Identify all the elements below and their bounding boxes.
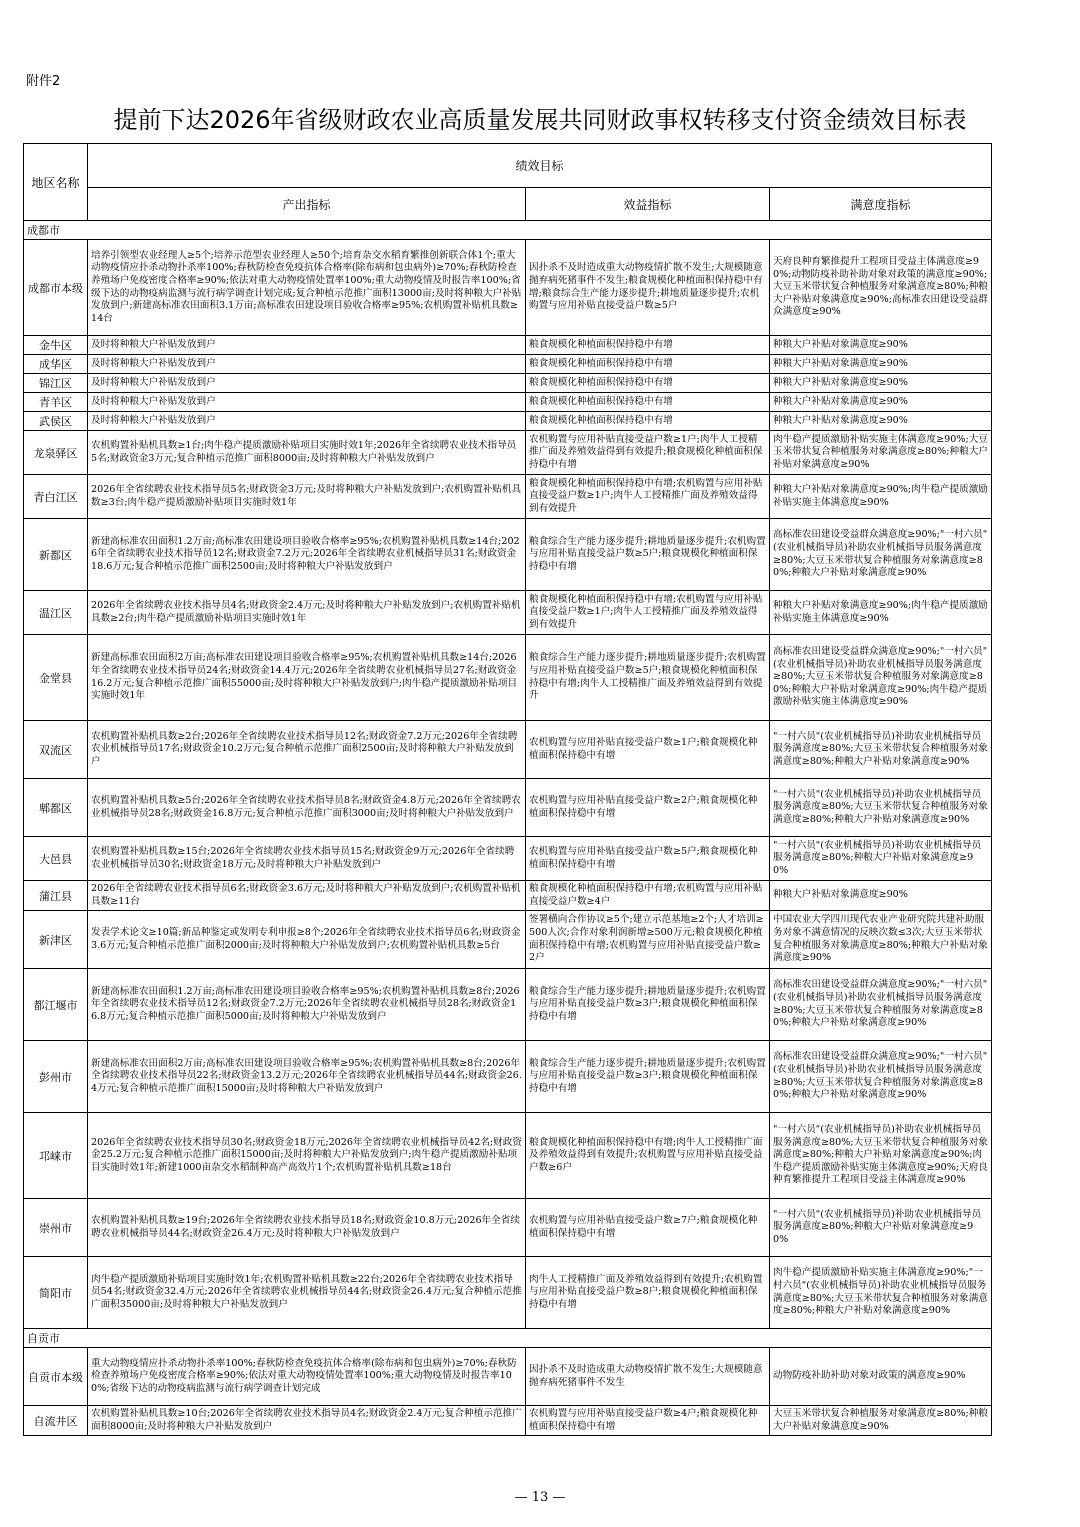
- region-cell: 青羊区: [24, 393, 88, 412]
- region-cell: 锦江区: [24, 374, 88, 393]
- table-row: [24, 393, 992, 412]
- city-row: [24, 1329, 992, 1348]
- table-row: [24, 1348, 992, 1406]
- table-row: [24, 431, 992, 475]
- benefit-cell: 农机购置与应用补贴直接受益户数≥4户;粮食规模化种植面积保持稳中有增: [526, 1406, 770, 1436]
- satisfaction-cell: "一村六员"(农业机械指导员)补助农业机械指导员服务满意度≥80%;大豆玉米带状复合种植服务对象满意度≥80%;种粮大户补贴对象满意度≥90%;肉牛稳产提质激励补贴实施主体满意度≥90%;天府良种育繁推提升工程项目受益主体满意度≥90%: [770, 1113, 992, 1199]
- satisfaction-cell: 高标准农田建设受益群众满意度≥90%;"一村六员"(农业机械指导员)补助农业机械指导员服务满意度≥80%;大豆玉米带状复合种植服务对象满意度≥80%;种粮大户补贴对象满意度≥90%: [770, 1041, 992, 1113]
- satisfaction-cell: "一村六员"(农业机械指导员)补助农业机械指导员服务满意度≥80%;种粮大户补贴对象满意度≥90%: [770, 837, 992, 881]
- benefit-cell: 肉牛人工授精推广面及养殖效益得到有效提升;农机购置与应用补贴直接受益户数≥8户;粮食规模化种植面积保持稳中有增: [526, 1257, 770, 1329]
- table-row: [24, 475, 992, 519]
- table-row: [24, 591, 992, 635]
- header-performance: 绩效目标: [88, 144, 992, 188]
- region-cell: 蒲江县: [24, 881, 88, 911]
- satisfaction-cell: 天府良种育繁推提升工程项目受益主体满意度≥90%;动物防疫补助补助对象对政策的满意度≥90%;大豆玉米带状复合种植服务对象满意度≥80%;种粮大户补贴对象满意度≥90%;高标准农田建设受益群众满意度≥90%: [770, 240, 992, 336]
- output-cell: 及时将种粮大户补贴发放到户: [88, 393, 526, 412]
- satisfaction-cell: 种粮大户补贴对象满意度≥90%: [770, 336, 992, 355]
- header-satisfaction: 满意度指标: [770, 188, 992, 221]
- region-cell: 青白江区: [24, 475, 88, 519]
- satisfaction-cell: 种粮大户补贴对象满意度≥90%: [770, 412, 992, 431]
- region-cell: 成华区: [24, 355, 88, 374]
- region-cell: 简阳市: [24, 1257, 88, 1329]
- table-row: [24, 969, 992, 1041]
- table-row: [24, 336, 992, 355]
- attachment-label: 附件2: [26, 74, 61, 89]
- benefit-cell: 因扑杀不及时造成重大动物疫情扩散不发生;大规模随意抛弃病死猪事件不发生;粮食规模化种植面积保持稳中有增;粮食综合生产能力逐步提升;耕地质量逐步提升;农机购置与应用补贴直接受益户数≥5户: [526, 240, 770, 336]
- benefit-cell: 因扑杀不及时造成重大动物疫情扩散不发生;大规模随意抛弃病死猪事件不发生: [526, 1348, 770, 1406]
- benefit-cell: 粮食规模化种植面积保持稳中有增: [526, 355, 770, 374]
- satisfaction-cell: "一村六员"(农业机械指导员)补助农业机械指导员服务满意度≥80%;大豆玉米带状复合种植服务对象满意度≥80%;种粮大户补贴对象满意度≥90%: [770, 779, 992, 837]
- output-cell: 发表学术论文≥10篇;新品种鉴定或发明专利申报≥8个;2026年全省续聘农业技术指导员6名;财政资金3.6万元;复合种植示范推广面积2000亩;及时将种粮大户补贴发放到户;农机购置补贴机具数≥5台: [88, 911, 526, 969]
- region-cell: 彭州市: [24, 1041, 88, 1113]
- region-cell: 崇州市: [24, 1199, 88, 1257]
- satisfaction-cell: 种粮大户补贴对象满意度≥90%: [770, 881, 992, 911]
- benefit-cell: 农机购置与应用补贴直接受益户数≥2户;粮食规模化种植面积保持稳中有增: [526, 779, 770, 837]
- output-cell: 新建高标准农田面积1.2万亩;高标准农田建设项目验收合格率≥95%;农机购置补贴机具数≥14台;2026年全省续聘农业技术指导员12名;财政资金7.2万元;2026年全省续聘农业机械指导员31名;财政资金18.6万元;复合种植示范推广面积2500亩;及时将种粮大户补贴发放到户: [88, 519, 526, 591]
- satisfaction-cell: 肉牛稳产提质激励补贴实施主体满意度≥90%;大豆玉米带状复合种植服务对象满意度≥80%;种粮大户补贴对象满意度≥90%: [770, 431, 992, 475]
- output-cell: 2026年全省续聘农业技术指导员5名;财政资金3万元;及时将种粮大户补贴发放到户;农机购置补贴机具数≥3台;肉牛稳产提质激励补贴项目实施时效1年: [88, 475, 526, 519]
- city-name: 自贡市: [24, 1329, 992, 1348]
- satisfaction-cell: "一村六员"(农业机械指导员)补助农业机械指导员服务满意度≥80%;大豆玉米带状复合种植服务对象满意度≥80%;种粮大户补贴对象满意度≥90%: [770, 721, 992, 779]
- benefit-cell: 粮食规模化种植面积保持稳中有增;农机购置与应用补贴直接受益户数≥1户;肉牛人工授精推广面及养殖效益得到有效提升: [526, 591, 770, 635]
- benefit-cell: 粮食规模化种植面积保持稳中有增: [526, 393, 770, 412]
- benefit-cell: 粮食规模化种植面积保持稳中有增: [526, 374, 770, 393]
- table-row: [24, 519, 992, 591]
- benefit-cell: 粮食规模化种植面积保持稳中有增;农机购置与应用补贴直接受益户数≥1户;肉牛人工授精推广面及养殖效益得到有效提升: [526, 475, 770, 519]
- output-cell: 2026年全省续聘农业技术指导员30名;财政资金18万元;2026年全省续聘农业机械指导员42名;财政资金25.2万元;复合种植示范推广面积15000亩;及时将种粮大户补贴发放到户;肉牛稳产提质激励补贴项目实施时效1年;新建1000亩杂交水稻制种高产高效片1个;农机购置补贴机具数≥18台: [88, 1113, 526, 1199]
- satisfaction-cell: 高标准农田建设受益群众满意度≥90%;"一村六员"(农业机械指导员)补助农业机械指导员服务满意度≥80%;大豆玉米带状复合种植服务对象满意度≥80%;种粮大户补贴对象满意度≥90%: [770, 969, 992, 1041]
- satisfaction-cell: 高标准农田建设受益群众满意度≥90%;"一村六员"(农业机械指导员)补助农业机械指导员服务满意度≥80%;大豆玉米带状复合种植服务对象满意度≥80%;种粮大户补贴对象满意度≥90%;肉牛稳产提质激励补贴实施主体满意度≥90%: [770, 635, 992, 721]
- output-cell: 新建高标准农田面积2万亩;高标准农田建设项目验收合格率≥95%;农机购置补贴机具数≥8台;2026年全省续聘农业技术指导员22名;财政资金13.2万元;2026年全省续聘农业机械指导员44名;财政资金26.4万元;复合种植示范推广面积15000亩;及时将种粮大户补贴发放到户: [88, 1041, 526, 1113]
- satisfaction-cell: 中国农业大学四川现代农业产业研究院共建补助服务对象不满意情况的反映次数≤3次;大豆玉米带状复合种植服务对象满意度≥80%;种粮大户补贴对象满意度≥90%: [770, 911, 992, 969]
- benefit-cell: 农机购置与应用补贴直接受益户数≥1户;肉牛人工授精推广面及养殖效益得到有效提升;粮食规模化种植面积保持稳中有增: [526, 431, 770, 475]
- benefit-cell: 农机购置与应用补贴直接受益户数≥7户;粮食规模化种植面积保持稳中有增: [526, 1199, 770, 1257]
- satisfaction-cell: 种粮大户补贴对象满意度≥90%: [770, 374, 992, 393]
- satisfaction-cell: 大豆玉米带状复合种植服务对象满意度≥80%;种粮大户补贴对象满意度≥90%: [770, 1406, 992, 1436]
- output-cell: 肉牛稳产提质激励补贴项目实施时效1年;农机购置补贴机具数≥22台;2026年全省续聘农业技术指导员54名;财政资金32.4万元;2026年全省续聘农业机械指导员44名;财政资金26.4万元;复合种植示范推广面积35000亩;及时将种粮大户补贴发放到户: [88, 1257, 526, 1329]
- satisfaction-cell: 种粮大户补贴对象满意度≥90%;肉牛稳产提质激励补贴实施主体满意度≥90%: [770, 475, 992, 519]
- benefit-cell: 粮食规模化种植面积保持稳中有增: [526, 412, 770, 431]
- output-cell: 农机购置补贴机具数≥2台;2026年全省续聘农业技术指导员12名;财政资金7.2万元;2026年全省续聘农业机械指导员17名;财政资金10.2万元;复合种植示范推广面积2500亩;及时将种粮大户补贴发放到户: [88, 721, 526, 779]
- header-benefit: 效益指标: [526, 188, 770, 221]
- region-cell: 大邑县: [24, 837, 88, 881]
- region-cell: 自贡市本级: [24, 1348, 88, 1406]
- page-title: 提前下达2026年省级财政农业高质量发展共同财政事权转移支付资金绩效目标表: [113, 106, 967, 134]
- city-row: [24, 221, 992, 240]
- benefit-cell: 粮食综合生产能力逐步提升;耕地质量逐步提升;农机购置与应用补贴直接受益户数≥5户;粮食规模化种植面积保持稳中有增;肉牛人工授精推广面及养殖效益得到有效提升: [526, 635, 770, 721]
- table-body: [24, 221, 992, 1436]
- region-cell: 龙泉驿区: [24, 431, 88, 475]
- benefit-cell: 粮食规模化种植面积保持稳中有增: [526, 336, 770, 355]
- region-cell: 自流井区: [24, 1406, 88, 1436]
- benefit-cell: 粮食综合生产能力逐步提升;耕地质量逐步提升;农机购置与应用补贴直接受益户数≥3户;粮食规模化种植面积保持稳中有增: [526, 1041, 770, 1113]
- satisfaction-cell: 种粮大户补贴对象满意度≥90%;肉牛稳产提质激励补贴实施主体满意度≥90%: [770, 591, 992, 635]
- table-row: [24, 911, 992, 969]
- output-cell: 2026年全省续聘农业技术指导员4名;财政资金2.4万元;及时将种粮大户补贴发放到户;农机购置补贴机具数≥2台;肉牛稳产提质激励补贴项目实施时效1年: [88, 591, 526, 635]
- benefit-cell: 粮食规模化种植面积保持稳中有增;肉牛人工授精推广面及养殖效益得到有效提升;农机购置与应用补贴直接受益户数≥6户: [526, 1113, 770, 1199]
- table-row: [24, 779, 992, 837]
- satisfaction-cell: 肉牛稳产提质激励补贴实施主体满意度≥90%;"一村六员"(农业机械指导员)补助农业机械指导员服务满意度≥80%;大豆玉米带状复合种植服务对象满意度≥80%;种粮大户补贴对象满意度≥90%: [770, 1257, 992, 1329]
- output-cell: 及时将种粮大户补贴发放到户: [88, 355, 526, 374]
- benefit-cell: 农机购置与应用补贴直接受益户数≥5户;粮食规模化种植面积保持稳中有增: [526, 837, 770, 881]
- city-name: 成都市: [24, 221, 992, 240]
- benefit-cell: 粮食综合生产能力逐步提升;耕地质量逐步提升;农机购置与应用补贴直接受益户数≥3户;粮食规模化种植面积保持稳中有增: [526, 969, 770, 1041]
- header-output: 产出指标: [88, 188, 526, 221]
- table-row: [24, 1257, 992, 1329]
- region-cell: 新津区: [24, 911, 88, 969]
- region-cell: 郫都区: [24, 779, 88, 837]
- output-cell: 农机购置补贴机具数≥15台;2026年全省续聘农业技术指导员15名;财政资金9万元;2026年全省续聘农业机械指导员30名;财政资金18万元;及时将种粮大户补贴发放到户: [88, 837, 526, 881]
- benefit-cell: 签署横向合作协议≥5个;建立示范基地≥2个;人才培训≥500人次;合作对象利润新增≥500万元;粮食规模化种植面积保持稳中有增;农机购置与应用补贴直接受益户数≥2户: [526, 911, 770, 969]
- header-region: 地区名称: [24, 144, 88, 221]
- output-cell: 农机购置补贴机具数≥19台;2026年全省续聘农业技术指导员18名;财政资金10.8万元;2026年全省续聘农业机械指导员44名;财政资金26.4万元;及时将种粮大户补贴发放到户: [88, 1199, 526, 1257]
- satisfaction-cell: "一村六员"(农业机械指导员)补助农业机械指导员服务满意度≥80%;种粮大户补贴对象满意度≥90%: [770, 1199, 992, 1257]
- satisfaction-cell: 种粮大户补贴对象满意度≥90%: [770, 393, 992, 412]
- output-cell: 及时将种粮大户补贴发放到户: [88, 374, 526, 393]
- benefit-cell: 粮食规模化种植面积保持稳中有增;农机购置与应用补贴直接受益户数≥4户: [526, 881, 770, 911]
- table-row: [24, 635, 992, 721]
- table-row: [24, 355, 992, 374]
- satisfaction-cell: 种粮大户补贴对象满意度≥90%: [770, 355, 992, 374]
- table-row: [24, 881, 992, 911]
- table-row: [24, 1113, 992, 1199]
- satisfaction-cell: 动物防疫补助补助对象对政策的满意度≥90%: [770, 1348, 992, 1406]
- output-cell: 及时将种粮大户补贴发放到户: [88, 412, 526, 431]
- region-cell: 武侯区: [24, 412, 88, 431]
- table-row: [24, 374, 992, 393]
- table-row: [24, 721, 992, 779]
- region-cell: 金堂县: [24, 635, 88, 721]
- performance-table: [23, 143, 992, 1436]
- region-cell: 双流区: [24, 721, 88, 779]
- output-cell: 农机购置补贴机具数≥5台;2026年全省续聘农业技术指导员8名;财政资金4.8万元;2026年全省续聘农业机械指导员28名;财政资金16.8万元;复合种植示范推广面积3000亩;及时将种粮大户补贴发放到户: [88, 779, 526, 837]
- output-cell: 重大动物疫情应扑杀动物扑杀率100%;春秋防检查免疫抗体合格率(除布病和包虫病外)≥70%;春秋防检查养殖场户免疫密度合格率≥90%;依法对重大动物疫情处置率100%;重大动物疫情及时报告率100%;省级下达的动物疫病监测与流行病学调查计划完成: [88, 1348, 526, 1406]
- page-number: — 13 —: [514, 1490, 566, 1505]
- output-cell: 农机购置补贴机具数≥1台;肉牛稳产提质激励补贴项目实施时效1年;2026年全省续聘农业技术指导员5名;财政资金3万元;复合种植示范推广面积8000亩;及时将种粮大户补贴发放到户: [88, 431, 526, 475]
- output-cell: 新建高标准农田面积1.2万亩;高标准农田建设项目验收合格率≥95%;农机购置补贴机具数≥8台;2026年全省续聘农业技术指导员12名;财政资金7.2万元;2026年全省续聘农业机械指导员28名;财政资金16.8万元;复合种植示范推广面积5000亩;及时将种粮大户补贴发放到户: [88, 969, 526, 1041]
- table-row: [24, 837, 992, 881]
- region-cell: 温江区: [24, 591, 88, 635]
- output-cell: 新建高标准农田面积2万亩;高标准农田建设项目验收合格率≥95%;农机购置补贴机具数≥14台;2026年全省续聘农业技术指导员24名;财政资金14.4万元;2026年全省续聘农业机械指导员27名;财政资金16.2万元;复合种植示范推广面积55000亩;及时将种粮大户补贴发放到户;肉牛稳产提质激励补贴项目实施时效1年: [88, 635, 526, 721]
- region-cell: 邛崃市: [24, 1113, 88, 1199]
- output-cell: 农机购置补贴机具数≥10台;2026年全省续聘农业技术指导员4名;财政资金2.4万元;复合种植示范推广面积8000亩;及时将种粮大户补贴发放到户: [88, 1406, 526, 1436]
- output-cell: 2026年全省续聘农业技术指导员6名;财政资金3.6万元;及时将种粮大户补贴发放到户;农机购置补贴机具数≥11台: [88, 881, 526, 911]
- benefit-cell: 农机购置与应用补贴直接受益户数≥1户;粮食规模化种植面积保持稳中有增: [526, 721, 770, 779]
- region-cell: 都江堰市: [24, 969, 88, 1041]
- satisfaction-cell: 高标准农田建设受益群众满意度≥90%;"一村六员"(农业机械指导员)补助农业机械指导员服务满意度≥80%;大豆玉米带状复合种植服务对象满意度≥80%;种粮大户补贴对象满意度≥90%: [770, 519, 992, 591]
- output-cell: 及时将种粮大户补贴发放到户: [88, 336, 526, 355]
- region-cell: 新都区: [24, 519, 88, 591]
- table-row: [24, 1041, 992, 1113]
- region-cell: 金牛区: [24, 336, 88, 355]
- table-row: [24, 412, 992, 431]
- table-row: [24, 240, 992, 336]
- benefit-cell: 粮食综合生产能力逐步提升;耕地质量逐步提升;农机购置与应用补贴直接受益户数≥5户;粮食规模化种植面积保持稳中有增: [526, 519, 770, 591]
- region-cell: 成都市本级: [24, 240, 88, 336]
- table-row: [24, 1406, 992, 1436]
- output-cell: 培养引领型农业经理人≥5个;培养示范型农业经理人≥50个;培育杂交水稻育繁推创新联合体1个;重大动物疫情应扑杀动物扑杀率100%;春秋防检查免疫抗体合格率(除布病和包虫病外)≥70%;春秋防检查养殖场户免疫密度合格率≥90%;依法对重大动物疫情处置率100%;重大动物疫情及时报告率100%;省级下达的动物疫病监测与流行病学调查计划完成;复合种植示范推广面积13000亩;及时将种粮大户补贴发放到户;新建高标准农田面积3.1万亩;高标准农田建设项目验收合格率≥95%;农机购置补贴机具数≥14台: [88, 240, 526, 336]
- table-row: [24, 1199, 992, 1257]
